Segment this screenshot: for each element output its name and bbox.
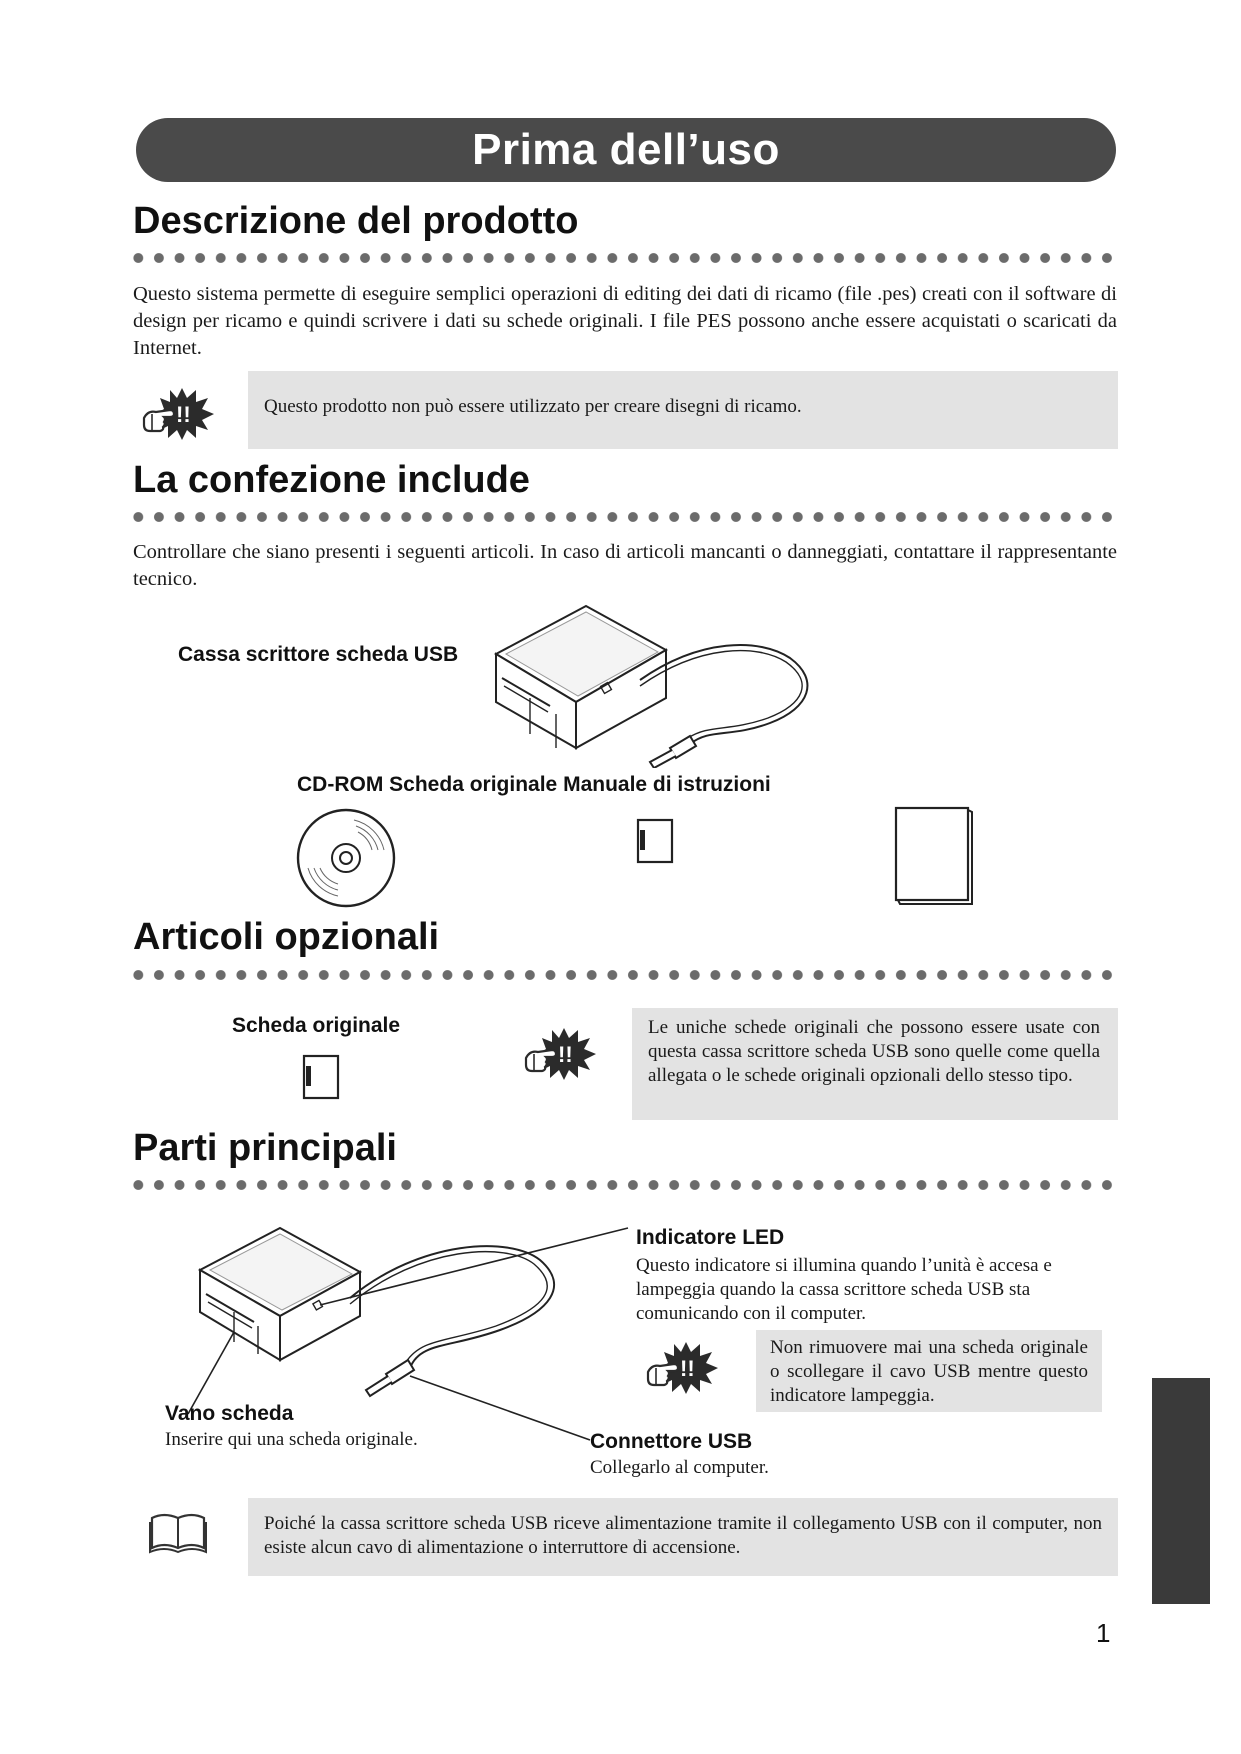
warning-hand-icon <box>520 1024 600 1084</box>
instruction-manual-illustration <box>894 806 976 906</box>
svg-text:!!: !! <box>176 402 191 427</box>
dotted-divider <box>128 251 1118 265</box>
label-usb-connector: Connettore USB <box>590 1430 753 1453</box>
note-text: Poiché la cassa scrittore scheda USB riceve alimentazione tramite il collegamento USB con il computer, non esiste alcun cavo di alimentazione o interruttore di accensione. <box>264 1513 1102 1558</box>
note-box <box>632 1008 1118 1120</box>
usb-card-writer-illustration <box>490 598 850 768</box>
page-number: 1 <box>1096 1618 1111 1648</box>
label-optional-card: Scheda originale <box>232 1014 401 1037</box>
label-usb-writer: Cassa scrittore scheda USB <box>178 643 459 666</box>
note-text: Le uniche schede originali che possono essere usate con questa cassa scrittore scheda USB sono quelle come quella allegata o le schede originali opzionali dello stesso tipo. <box>648 1017 1100 1086</box>
warning-hand-icon <box>642 1338 722 1398</box>
note-box <box>248 371 1118 449</box>
section-heading-descrizione: Descrizione del prodotto <box>133 200 579 242</box>
section-heading-confezione: La confezione include <box>133 459 530 501</box>
led-description: Questo indicatore si illumina quando l’unità è accesa e lampeggia quando la cassa scrittore scheda USB sta comunicando con il computer. <box>636 1255 1052 1324</box>
svg-text:!!: !! <box>558 1042 573 1067</box>
section-paragraph-confezione: Controllare che siano presenti i seguenti articoli. In caso di articoli mancanti o danneggiati, contattare il rappresentante tecnico. <box>133 541 1117 590</box>
label-package-items <box>297 773 771 797</box>
dotted-divider <box>128 1178 1118 1192</box>
note-box <box>756 1330 1102 1412</box>
page-title: Prima dell’uso <box>472 125 780 174</box>
usb-connector-description: Collegarlo al computer. <box>590 1457 769 1478</box>
chapter-side-tab <box>1152 1378 1210 1604</box>
dotted-divider <box>128 968 1118 982</box>
label-manual: Manuale di istruzioni <box>563 773 771 796</box>
note-text: Non rimuovere mai una scheda originale o scollegare il cavo USB mentre questo indicatore lampeggia. <box>770 1337 1088 1406</box>
original-card-illustration <box>636 818 676 866</box>
section-paragraph-descrizione: Questo sistema permette di eseguire semplici operazioni di editing dei dati di ricamo (file .pes) creati con il software di design per ricamo e quindi scrivere i dati su schede originali. I file PES possono anche essere acquistati o scaricati da Internet. <box>133 283 1117 359</box>
label-card-slot: Vano scheda <box>165 1402 294 1425</box>
label-led-indicator: Indicatore LED <box>636 1226 785 1249</box>
original-card-illustration <box>302 1054 342 1102</box>
note-box <box>248 1498 1118 1576</box>
dotted-divider <box>128 510 1118 524</box>
book-icon <box>148 1508 208 1558</box>
section-heading-parti: Parti principali <box>133 1127 397 1169</box>
label-card: Scheda originale <box>389 773 558 796</box>
card-slot-description: Inserire qui una scheda originale. <box>165 1429 418 1450</box>
note-text: Questo prodotto non può essere utilizzato per creare disegni di ricamo. <box>264 396 802 417</box>
cd-rom-illustration <box>294 806 398 910</box>
section-heading-opzionali: Articoli opzionali <box>133 916 440 958</box>
page-banner <box>136 118 1116 182</box>
svg-text:!!: !! <box>680 1356 695 1381</box>
warning-hand-icon <box>138 384 218 444</box>
label-cdrom: CD-ROM <box>297 773 384 796</box>
